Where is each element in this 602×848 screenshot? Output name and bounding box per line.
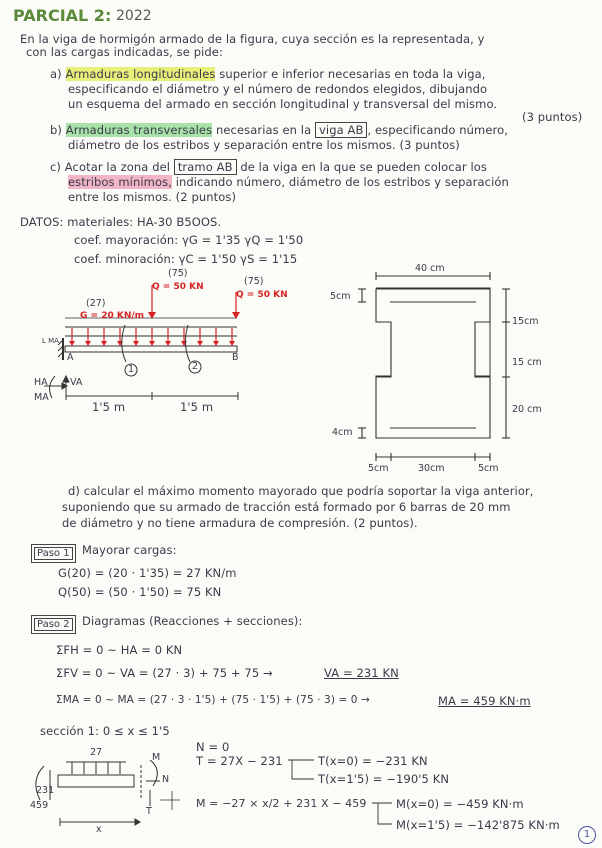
item-b-highlight: Armaduras transversales bbox=[65, 123, 213, 137]
paso2-fh: ΣFH = 0 ~ HA = 0 KN bbox=[56, 643, 183, 657]
item-c-box: tramo AB bbox=[174, 159, 237, 175]
seccion1-n: N = 0 bbox=[196, 740, 230, 754]
q1-label: Q = 50 KN bbox=[152, 282, 204, 292]
page-number: 1 bbox=[578, 826, 596, 844]
seccion1-t15: T(x=1'5) = −190'5 KN bbox=[318, 772, 450, 786]
support-b-label: B bbox=[232, 352, 239, 363]
exam-title: PARCIAL 2: bbox=[13, 6, 112, 25]
item-a-line-2: especificando el diámetro y el número de redondos elegidos, dibujando bbox=[68, 82, 488, 96]
paso2-title: Diagramas (Reacciones + secciones): bbox=[82, 614, 303, 628]
paso1-label: Paso 1 bbox=[34, 541, 73, 560]
section-width: 40 cm bbox=[415, 263, 445, 274]
intro-line-1: En la viga de hormigón armado de la figura, cuya sección es la representada, y bbox=[20, 32, 485, 46]
item-c-line-3: entre los mismos. (2 puntos) bbox=[68, 190, 237, 204]
datos-materiales: DATOS: materiales: HA-30 B5OOS. bbox=[20, 215, 222, 229]
dim-30cm: 30cm bbox=[418, 463, 445, 474]
paso2-ma: ΣMA = 0 ~ MA = (27 · 3 · 1'5) + (75 · 1'5) + (75 · 3) = 0 → bbox=[56, 694, 370, 706]
seccion1-m: M = −27 × x/2 + 231 X − 459 bbox=[196, 797, 367, 810]
va-label: VA bbox=[70, 377, 83, 388]
section-mark-2: 2 bbox=[192, 361, 199, 372]
paso2-va-result: VA = 231 KN bbox=[324, 666, 399, 680]
item-a-line-3: un esquema del armado en sección longitudinal y transversal del mismo. bbox=[68, 97, 498, 111]
paso1-title: Mayorar cargas: bbox=[82, 543, 177, 557]
item-b-box: viga AB bbox=[315, 122, 367, 138]
dim-5cm-left: 5cm bbox=[368, 463, 389, 474]
g-label: G = 20 KN/m bbox=[80, 311, 145, 321]
item-a-highlight: Armaduras longitudinales bbox=[65, 67, 216, 81]
exam-year: 2022 bbox=[116, 8, 152, 24]
paso2-fv: ΣFV = 0 ~ VA = (27 · 3) + 75 + 75 → bbox=[56, 666, 273, 680]
q2-label: Q = 50 KN bbox=[236, 290, 288, 300]
dim-4cm: 4cm bbox=[332, 427, 353, 438]
item-c-line-2: estribos mínimos, indicando número, diámetro de los estribos y separación bbox=[68, 175, 509, 189]
seccion1-m0: M(x=0) = −459 KN·m bbox=[396, 797, 524, 811]
dim-20cm: 20 cm bbox=[512, 404, 542, 415]
item-d-line-2: suponiendo que su armado de tracción está formado por 6 barras de 20 mm bbox=[62, 500, 511, 514]
dim-15cm-b: 15 cm bbox=[512, 357, 542, 368]
item-b-line-1: b) Armaduras transversales necesarias en la viga AB , especificando número, bbox=[50, 123, 508, 137]
ma-small-label: L MA bbox=[42, 337, 59, 345]
intro-line-2: con las cargas indicadas, se pide: bbox=[26, 45, 223, 59]
dim-5cm-right: 5cm bbox=[478, 463, 499, 474]
sketch-load: 27 bbox=[90, 747, 103, 758]
item-a-points: (3 puntos) bbox=[522, 110, 583, 124]
seccion1-m15: M(x=1'5) = −142'875 KN·m bbox=[396, 818, 560, 832]
paso2-label: Paso 2 bbox=[34, 612, 73, 631]
item-b-line-2: diámetro de los estribos y separación entre los mismos. (3 puntos) bbox=[68, 138, 460, 152]
section-mark-1: 1 bbox=[128, 364, 135, 375]
item-d-line-3: de diámetro y no tiene armadura de compresión. (2 puntos). bbox=[62, 516, 418, 530]
datos-minoracion: coef. minoración: γC = 1'50 γS = 1'15 bbox=[74, 252, 298, 266]
seccion1-t0: T(x=0) = −231 KN bbox=[318, 754, 428, 768]
seccion1-title: sección 1: 0 ≤ x ≤ 1'5 bbox=[40, 724, 170, 738]
seccion1-t: T = 27X − 231 bbox=[196, 754, 283, 768]
sketch-n: N bbox=[162, 774, 170, 785]
sketch-m: M bbox=[152, 752, 161, 763]
sketch-x: x bbox=[96, 824, 102, 835]
paso1-g: G(20) = (20 · 1'35) = 27 KN/m bbox=[58, 566, 237, 580]
ma-label: MA bbox=[34, 392, 49, 403]
q2-value: (75) bbox=[244, 276, 264, 287]
g-value: (27) bbox=[86, 298, 106, 309]
span-2: 1'5 m bbox=[180, 400, 214, 414]
item-a-line-1: a) Armaduras longitudinales superior e inferior necesarias en toda la viga, bbox=[50, 67, 486, 81]
support-a-label: A bbox=[67, 352, 74, 363]
sketch-moment: 459 bbox=[30, 800, 49, 811]
item-c-line-1: c) Acotar la zona del tramo AB de la viga en la que se pueden colocar los bbox=[50, 160, 487, 174]
q1-value: (75) bbox=[168, 268, 188, 279]
span-1: 1'5 m bbox=[92, 400, 126, 414]
sketch-v: 231 bbox=[36, 785, 55, 796]
paso1-q: Q(50) = (50 · 1'50) = 75 KN bbox=[58, 585, 222, 599]
dim-15cm-a: 15cm bbox=[512, 316, 539, 327]
dim-5cm-top: 5cm bbox=[330, 291, 351, 302]
ha-label: HA bbox=[34, 377, 48, 388]
datos-mayoracion: coef. mayoración: γG = 1'35 γQ = 1'50 bbox=[74, 233, 304, 247]
sketch-t: T bbox=[146, 806, 152, 817]
item-d-line-1: d) calcular el máximo momento mayorado que podría soportar la viga anterior, bbox=[68, 484, 534, 498]
item-c-highlight: estribos mínimos, bbox=[68, 175, 172, 189]
paso2-ma-result: MA = 459 KN·m bbox=[438, 694, 531, 708]
